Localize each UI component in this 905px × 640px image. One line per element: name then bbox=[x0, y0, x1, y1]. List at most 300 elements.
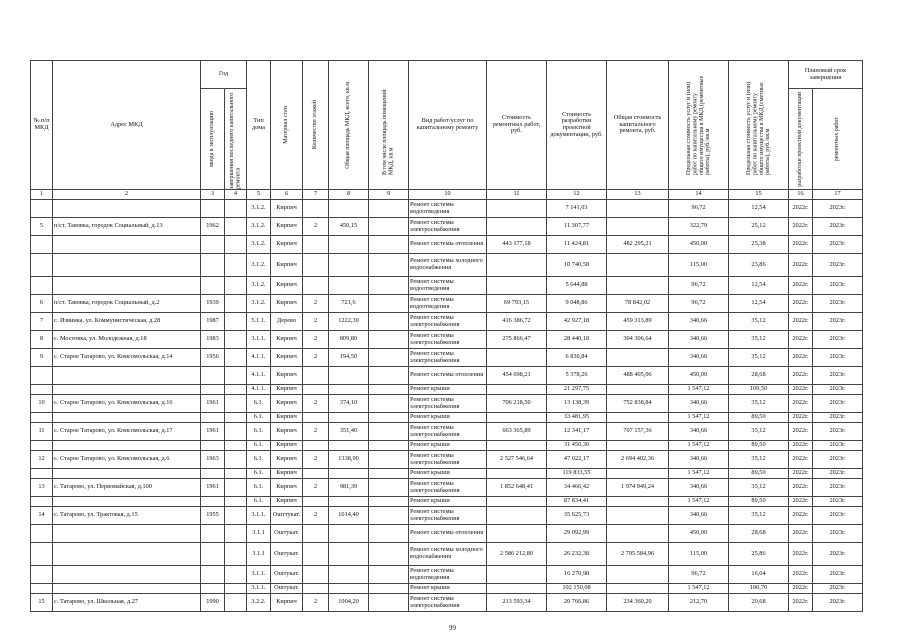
cell-c3 bbox=[201, 200, 225, 218]
cell-c9 bbox=[369, 594, 409, 612]
cell-c8 bbox=[329, 236, 369, 254]
table-row bbox=[31, 497, 863, 507]
header-col17: ремонтных работ bbox=[834, 116, 841, 162]
cell-c15: 35,12 bbox=[729, 479, 789, 497]
cell-c6: Кирпич bbox=[271, 254, 303, 277]
cell-c9 bbox=[369, 441, 409, 451]
cell-c2 bbox=[53, 385, 201, 395]
cell-c2: с. Извинка, ул. Коммунистическая, д.28 bbox=[53, 313, 201, 331]
cell-c14: 450,00 bbox=[669, 367, 729, 385]
cell-c3: 1955 bbox=[201, 507, 225, 525]
cell-c12: 10 740,58 bbox=[547, 254, 607, 277]
cell-c13 bbox=[607, 349, 669, 367]
cell-c8 bbox=[329, 543, 369, 566]
cell-c5: 5.1.1. bbox=[247, 313, 271, 331]
cell-c5: 3.1.1. bbox=[247, 566, 271, 584]
cell-c14: 322,79 bbox=[669, 218, 729, 236]
cell-c1: 9 bbox=[31, 349, 53, 367]
cell-c2 bbox=[53, 584, 201, 594]
cell-c11: 2 586 212,80 bbox=[487, 543, 547, 566]
cell-c17: 2023г. bbox=[813, 584, 863, 594]
cell-c8: 374,10 bbox=[329, 395, 369, 413]
cell-c14: 340,66 bbox=[669, 349, 729, 367]
cell-c16: 2022г. bbox=[789, 218, 813, 236]
cell-c9 bbox=[369, 395, 409, 413]
cell-c4 bbox=[225, 254, 247, 277]
cell-c13: 78 842,02 bbox=[607, 295, 669, 313]
cell-c10: Ремонт системы электроснабжения bbox=[409, 313, 487, 331]
cell-c16: 2022г. bbox=[789, 507, 813, 525]
cell-c6: Кирпич bbox=[271, 469, 303, 479]
table-row bbox=[31, 277, 863, 295]
cell-c5: 4.1.1. bbox=[247, 385, 271, 395]
cell-c10: Ремонт системы электроснабжения bbox=[409, 479, 487, 497]
header-col15: Предельная стоимость услуг и (или) работ по капитальному ремонту общего имущества в МКД (сметные работы), руб./кв.м bbox=[745, 81, 771, 175]
cell-c12: 6 830,84 bbox=[547, 349, 607, 367]
table-row bbox=[31, 469, 863, 479]
cell-c16: 2022г. bbox=[789, 543, 813, 566]
cell-c6: Кирпич bbox=[271, 423, 303, 441]
cell-c4 bbox=[225, 497, 247, 507]
cell-c8: 1004,20 bbox=[329, 594, 369, 612]
cell-c6: Кирпич bbox=[271, 236, 303, 254]
cell-c12: 7 141,03 bbox=[547, 200, 607, 218]
cell-c13: 752 838,84 bbox=[607, 395, 669, 413]
cell-c10: Ремонт крыши bbox=[409, 469, 487, 479]
cell-c5: 6.1. bbox=[247, 441, 271, 451]
cell-c12: 87 834,41 bbox=[547, 497, 607, 507]
cell-c11: 213 593,34 bbox=[487, 594, 547, 612]
table-row bbox=[31, 479, 863, 497]
cell-c16: 2022г. bbox=[789, 367, 813, 385]
cell-c1: 15 bbox=[31, 594, 53, 612]
cell-c1 bbox=[31, 236, 53, 254]
cell-c8: 194,50 bbox=[329, 349, 369, 367]
cell-c10: Ремонт системы водоотведения bbox=[409, 295, 487, 313]
cell-c11 bbox=[487, 200, 547, 218]
cell-c5: 3.1.2. bbox=[247, 200, 271, 218]
column-number: 14 bbox=[669, 190, 729, 200]
cell-c15: 12,54 bbox=[729, 277, 789, 295]
cell-c3 bbox=[201, 277, 225, 295]
cell-c10: Ремонт системы электроснабжения bbox=[409, 331, 487, 349]
cell-c17: 2023г. bbox=[813, 295, 863, 313]
cell-c6: Кирпич bbox=[271, 413, 303, 423]
cell-c4 bbox=[225, 413, 247, 423]
cell-c17: 2023г. bbox=[813, 525, 863, 543]
cell-c14: 1 547,12 bbox=[669, 497, 729, 507]
cell-c5: 3.1.2. bbox=[247, 236, 271, 254]
cell-c3: 1987 bbox=[201, 313, 225, 331]
cell-c13 bbox=[607, 566, 669, 584]
header-col10: Вид работ/услуг по капитальному ремонту bbox=[409, 61, 487, 190]
cell-c4 bbox=[225, 594, 247, 612]
cell-c9 bbox=[369, 566, 409, 584]
cell-c17: 2023г. bbox=[813, 479, 863, 497]
cell-c3 bbox=[201, 543, 225, 566]
cell-c12: 12 341,17 bbox=[547, 423, 607, 441]
cell-c10: Ремонт системы водоотведения bbox=[409, 200, 487, 218]
cell-c12: 11 424,81 bbox=[547, 236, 607, 254]
cell-c17: 2023г. bbox=[813, 385, 863, 395]
cell-c16: 2022г. bbox=[789, 594, 813, 612]
column-number: 16 bbox=[789, 190, 813, 200]
cell-c15: 35,12 bbox=[729, 451, 789, 469]
cell-c8 bbox=[329, 367, 369, 385]
cell-c10: Ремонт системы водоотведения bbox=[409, 566, 487, 584]
cell-c16: 2022г. bbox=[789, 277, 813, 295]
cell-c1: 14 bbox=[31, 507, 53, 525]
table-row bbox=[31, 254, 863, 277]
cell-c13 bbox=[607, 497, 669, 507]
cell-c3 bbox=[201, 367, 225, 385]
cell-c11 bbox=[487, 218, 547, 236]
cell-c14: 340,66 bbox=[669, 507, 729, 525]
cell-c6: Кирпич bbox=[271, 451, 303, 469]
table-row bbox=[31, 331, 863, 349]
cell-c8: 1222,30 bbox=[329, 313, 369, 331]
cell-c6: Кирпич bbox=[271, 395, 303, 413]
cell-c1: 8 bbox=[31, 331, 53, 349]
cell-c4 bbox=[225, 525, 247, 543]
cell-c9 bbox=[369, 479, 409, 497]
cell-c11: 663 365,89 bbox=[487, 423, 547, 441]
cell-c5: 6.1. bbox=[247, 423, 271, 441]
cell-c11 bbox=[487, 413, 547, 423]
cell-c4 bbox=[225, 277, 247, 295]
cell-c6: Кирпич bbox=[271, 349, 303, 367]
cell-c9 bbox=[369, 413, 409, 423]
cell-c5: 3.1.2. bbox=[247, 277, 271, 295]
cell-c17: 2023г. bbox=[813, 507, 863, 525]
cell-c7 bbox=[303, 497, 329, 507]
cell-c10: Ремонт крыши bbox=[409, 497, 487, 507]
cell-c1 bbox=[31, 413, 53, 423]
cell-c16: 2022г. bbox=[789, 385, 813, 395]
cell-c3 bbox=[201, 441, 225, 451]
cell-c9 bbox=[369, 295, 409, 313]
cell-c3 bbox=[201, 385, 225, 395]
cell-c7 bbox=[303, 367, 329, 385]
cell-c6: Кирпич bbox=[271, 367, 303, 385]
cell-c11 bbox=[487, 469, 547, 479]
cell-c2: с. Старое Татарово, ул. Комсомольская, д.14 bbox=[53, 349, 201, 367]
cell-c10: Ремонт системы электроснабжения bbox=[409, 218, 487, 236]
cell-c7: 2 bbox=[303, 507, 329, 525]
cell-c15: 28,68 bbox=[729, 525, 789, 543]
cell-c14: 212,70 bbox=[669, 594, 729, 612]
cell-c15: 23,86 bbox=[729, 254, 789, 277]
column-number: 7 bbox=[303, 190, 329, 200]
cell-c4 bbox=[225, 236, 247, 254]
cell-c11: 1 852 648,41 bbox=[487, 479, 547, 497]
cell-c16: 2022г. bbox=[789, 254, 813, 277]
header-col11: Стоимость ремонтных работ, руб. bbox=[487, 61, 547, 190]
cell-c4 bbox=[225, 423, 247, 441]
cell-c8 bbox=[329, 469, 369, 479]
cell-c4 bbox=[225, 584, 247, 594]
table-row bbox=[31, 395, 863, 413]
cell-c15: 100,70 bbox=[729, 584, 789, 594]
cell-c6: Кирпич bbox=[271, 441, 303, 451]
cell-c7: 2 bbox=[303, 451, 329, 469]
cell-c6: Кирпич bbox=[271, 331, 303, 349]
cell-c5: 6.1. bbox=[247, 413, 271, 423]
table-row bbox=[31, 385, 863, 395]
cell-c1 bbox=[31, 497, 53, 507]
cell-c15: 35,12 bbox=[729, 349, 789, 367]
table-row bbox=[31, 218, 863, 236]
cell-c3 bbox=[201, 236, 225, 254]
cell-c8: 1014,40 bbox=[329, 507, 369, 525]
cell-c16: 2022г. bbox=[789, 395, 813, 413]
cell-c6: Оштукат. bbox=[271, 584, 303, 594]
cell-c17: 2023г. bbox=[813, 413, 863, 423]
header-col13: Общая стоимость капитального ремонта, руб. bbox=[607, 61, 669, 190]
cell-c10: Ремонт крыши bbox=[409, 385, 487, 395]
cell-c12: 5 644,88 bbox=[547, 277, 607, 295]
cell-c9 bbox=[369, 254, 409, 277]
column-number: 8 bbox=[329, 190, 369, 200]
cell-c11: 2 527 546,64 bbox=[487, 451, 547, 469]
column-number: 2 bbox=[53, 190, 201, 200]
cell-c10: Ремонт системы холодного водоснабжения bbox=[409, 254, 487, 277]
cell-c3 bbox=[201, 566, 225, 584]
cell-c12: 29 092,99 bbox=[547, 525, 607, 543]
cell-c5: 3.1.1 bbox=[247, 525, 271, 543]
cell-c10: Ремонт системы электроснабжения bbox=[409, 507, 487, 525]
cell-c4 bbox=[225, 331, 247, 349]
column-number: 15 bbox=[729, 190, 789, 200]
cell-c15: 89,50 bbox=[729, 441, 789, 451]
cell-c15: 28,68 bbox=[729, 367, 789, 385]
cell-c2 bbox=[53, 543, 201, 566]
cell-c8: 809,80 bbox=[329, 331, 369, 349]
column-number: 13 bbox=[607, 190, 669, 200]
cell-c2: с. Старое Татарово, ул. Комсомольская, д.6 bbox=[53, 451, 201, 469]
cell-c15: 20,68 bbox=[729, 594, 789, 612]
cell-c7 bbox=[303, 441, 329, 451]
cell-c9 bbox=[369, 367, 409, 385]
header-col12: Стоимость разработки проектной документации, руб. bbox=[547, 61, 607, 190]
cell-c10: Ремонт системы электроснабжения bbox=[409, 423, 487, 441]
cell-c11 bbox=[487, 566, 547, 584]
cell-c2: с. Мостовка, ул. Молодежная, д.18 bbox=[53, 331, 201, 349]
cell-c12: 33 481,95 bbox=[547, 413, 607, 423]
cell-c8 bbox=[329, 385, 369, 395]
cell-c14: 340,66 bbox=[669, 395, 729, 413]
cell-c7: 2 bbox=[303, 423, 329, 441]
table-row bbox=[31, 451, 863, 469]
cell-c15: 12,54 bbox=[729, 295, 789, 313]
cell-c4 bbox=[225, 367, 247, 385]
cell-c7 bbox=[303, 200, 329, 218]
column-number: 6 bbox=[271, 190, 303, 200]
cell-c16: 2022г. bbox=[789, 469, 813, 479]
cell-c17: 2023г. bbox=[813, 441, 863, 451]
cell-c6: Кирпич bbox=[271, 295, 303, 313]
cell-c11 bbox=[487, 277, 547, 295]
header-year-group: Год bbox=[201, 61, 247, 89]
cell-c5: 3.1.2. bbox=[247, 295, 271, 313]
cell-c9 bbox=[369, 331, 409, 349]
header-col6: Материал стен bbox=[283, 106, 290, 144]
cell-c3 bbox=[201, 584, 225, 594]
cell-c14: 115,00 bbox=[669, 543, 729, 566]
cell-c2: с. Татарово, ул. Первомайская, д.100 bbox=[53, 479, 201, 497]
cell-c13: 488 405,06 bbox=[607, 367, 669, 385]
cell-c15: 89,50 bbox=[729, 413, 789, 423]
cell-c2 bbox=[53, 441, 201, 451]
cell-c3: 1962 bbox=[201, 218, 225, 236]
cell-c14: 1 547,12 bbox=[669, 584, 729, 594]
cell-c10: Ремонт системы электроснабжения bbox=[409, 594, 487, 612]
cell-c9 bbox=[369, 349, 409, 367]
cell-c1: 7 bbox=[31, 313, 53, 331]
header-deadline-group: Плановый срок завершения bbox=[789, 61, 863, 89]
cell-c5: 4.1.1. bbox=[247, 367, 271, 385]
cell-c17: 2023г. bbox=[813, 349, 863, 367]
cell-c2: с. Старое Татарово, ул. Комсомольская, д.16 bbox=[53, 395, 201, 413]
repair-plan-table bbox=[30, 60, 863, 612]
header-col8: Общая площадь МКД, всего, кв.м bbox=[345, 81, 352, 169]
cell-c7 bbox=[303, 566, 329, 584]
cell-c12: 21 297,75 bbox=[547, 385, 607, 395]
cell-c7: 2 bbox=[303, 331, 329, 349]
cell-c8: 1338,90 bbox=[329, 451, 369, 469]
cell-c17: 2023г. bbox=[813, 200, 863, 218]
cell-c8 bbox=[329, 200, 369, 218]
cell-c1 bbox=[31, 584, 53, 594]
cell-c16: 2022г. bbox=[789, 331, 813, 349]
cell-c7 bbox=[303, 469, 329, 479]
cell-c12: 47 022,17 bbox=[547, 451, 607, 469]
cell-c1: 6 bbox=[31, 295, 53, 313]
cell-c13 bbox=[607, 469, 669, 479]
table-row bbox=[31, 566, 863, 584]
cell-c4 bbox=[225, 200, 247, 218]
cell-c4 bbox=[225, 295, 247, 313]
cell-c11 bbox=[487, 254, 547, 277]
cell-c16: 2022г. bbox=[789, 525, 813, 543]
table-row bbox=[31, 543, 863, 566]
cell-c14: 1 547,12 bbox=[669, 441, 729, 451]
cell-c2 bbox=[53, 254, 201, 277]
cell-c3 bbox=[201, 497, 225, 507]
cell-c17: 2023г. bbox=[813, 451, 863, 469]
cell-c13: 2 694 402,36 bbox=[607, 451, 669, 469]
table-row bbox=[31, 441, 863, 451]
cell-c13: 1 974 949,24 bbox=[607, 479, 669, 497]
cell-c15: 25,86 bbox=[729, 543, 789, 566]
cell-c16: 2022г. bbox=[789, 413, 813, 423]
cell-c8 bbox=[329, 277, 369, 295]
cell-c13 bbox=[607, 584, 669, 594]
cell-c6: Кирпич bbox=[271, 218, 303, 236]
cell-c9 bbox=[369, 543, 409, 566]
cell-c5: 3.1.2. bbox=[247, 218, 271, 236]
cell-c16: 2022г. bbox=[789, 236, 813, 254]
table-row bbox=[31, 525, 863, 543]
cell-c15: 16,04 bbox=[729, 566, 789, 584]
table-row bbox=[31, 413, 863, 423]
table-row bbox=[31, 295, 863, 313]
cell-c3: 1990 bbox=[201, 594, 225, 612]
cell-c14: 340,66 bbox=[669, 313, 729, 331]
cell-c15: 109,50 bbox=[729, 385, 789, 395]
cell-c15: 89,50 bbox=[729, 469, 789, 479]
cell-c5: 3.1.2. bbox=[247, 254, 271, 277]
cell-c16: 2022г. bbox=[789, 451, 813, 469]
cell-c8: 450,15 bbox=[329, 218, 369, 236]
cell-c11 bbox=[487, 507, 547, 525]
cell-c6: Кирпич bbox=[271, 594, 303, 612]
cell-c4 bbox=[225, 385, 247, 395]
cell-c13: 2 795 584,96 bbox=[607, 543, 669, 566]
cell-c2 bbox=[53, 469, 201, 479]
cell-c13 bbox=[607, 525, 669, 543]
cell-c12: 9 048,86 bbox=[547, 295, 607, 313]
cell-c4 bbox=[225, 566, 247, 584]
document-page bbox=[30, 60, 862, 612]
cell-c9 bbox=[369, 236, 409, 254]
cell-c8 bbox=[329, 441, 369, 451]
cell-c1 bbox=[31, 469, 53, 479]
cell-c5: 3.1.1. bbox=[247, 507, 271, 525]
table-row bbox=[31, 584, 863, 594]
cell-c17: 2023г. bbox=[813, 497, 863, 507]
cell-c11: 443 177,18 bbox=[487, 236, 547, 254]
cell-c16: 2022г. bbox=[789, 349, 813, 367]
cell-c7: 2 bbox=[303, 313, 329, 331]
cell-c3 bbox=[201, 413, 225, 423]
cell-c6: Ошттукат. bbox=[271, 507, 303, 525]
cell-c5: 6.1. bbox=[247, 395, 271, 413]
cell-c2 bbox=[53, 525, 201, 543]
cell-c14: 340,66 bbox=[669, 479, 729, 497]
cell-c13: 234 360,20 bbox=[607, 594, 669, 612]
header-col14: Предельная стоимость услуг и (или) работ по капитальному ремонту общего имущества в МКД (ремонтные работы), руб./кв.м bbox=[685, 75, 711, 175]
cell-c3: 1961 bbox=[201, 479, 225, 497]
cell-c17: 2023г. bbox=[813, 469, 863, 479]
header-col16: разработки проектной документации bbox=[797, 91, 804, 187]
cell-c5: 6.1. bbox=[247, 497, 271, 507]
cell-c6: Дерево bbox=[271, 313, 303, 331]
cell-c13: 304 306,64 bbox=[607, 331, 669, 349]
cell-c16: 2022г. bbox=[789, 200, 813, 218]
cell-c4 bbox=[225, 469, 247, 479]
cell-c11: 454 698,21 bbox=[487, 367, 547, 385]
cell-c16: 2022г. bbox=[789, 497, 813, 507]
cell-c14: 450,00 bbox=[669, 525, 729, 543]
cell-c7 bbox=[303, 543, 329, 566]
cell-c8: 351,40 bbox=[329, 423, 369, 441]
cell-c3: 1961 bbox=[201, 395, 225, 413]
cell-c10: Ремонт системы электроснабжения bbox=[409, 349, 487, 367]
header-col4: завершения последнего капитального ремонта bbox=[229, 92, 242, 189]
cell-c14: 96,72 bbox=[669, 200, 729, 218]
cell-c14: 450,00 bbox=[669, 236, 729, 254]
cell-c16: 2022г. bbox=[789, 423, 813, 441]
cell-c15: 35,12 bbox=[729, 331, 789, 349]
cell-c2: с. Татарово, ул. Школьная, д.27 bbox=[53, 594, 201, 612]
cell-c8 bbox=[329, 497, 369, 507]
cell-c2 bbox=[53, 236, 201, 254]
cell-c13 bbox=[607, 277, 669, 295]
cell-c11 bbox=[487, 525, 547, 543]
cell-c2: п/ст. Тавовка, городок Социальный, д.13 bbox=[53, 218, 201, 236]
cell-c8 bbox=[329, 584, 369, 594]
